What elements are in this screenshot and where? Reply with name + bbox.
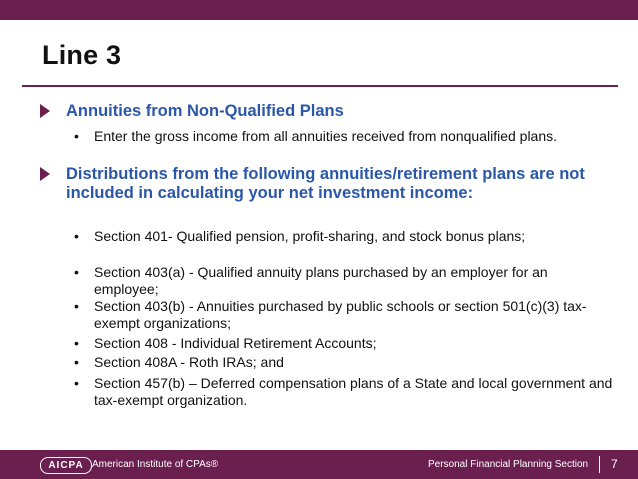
list-item bbox=[74, 228, 614, 245]
list-item bbox=[74, 375, 614, 408]
bullet-dot-icon: • bbox=[74, 264, 79, 280]
list-item bbox=[74, 128, 614, 145]
slide-title: Line 3 bbox=[42, 40, 122, 70]
list-item bbox=[74, 298, 614, 331]
list-item-text: Section 401- Qualified pension, profit-sharing, and stock bonus plans; bbox=[94, 228, 526, 244]
bullet-dot-icon: • bbox=[74, 375, 79, 391]
list-item-text: Section 403(b) - Annuities purchased by public schools or section 501(c)(3) tax-exempt organizations; bbox=[94, 298, 587, 331]
list-item-text: Enter the gross income from all annuities received from nonqualified plans. bbox=[94, 128, 558, 144]
footer-section-name: Personal Financial Planning Section bbox=[428, 459, 589, 470]
section-heading: Distributions from the following annuities/retirement plans are not included in calculating your net investment income: bbox=[66, 165, 585, 202]
bullet-dot-icon: • bbox=[74, 354, 79, 370]
aicpa-logo: AICPA bbox=[40, 457, 92, 474]
list-item-text: Section 408A - Roth IRAs; and bbox=[94, 354, 284, 370]
bullet-dot-icon: • bbox=[74, 228, 79, 244]
page-number: 7 bbox=[611, 457, 618, 471]
footer-divider bbox=[599, 456, 600, 473]
list-item bbox=[74, 264, 614, 297]
bullet-arrow-icon bbox=[40, 167, 50, 181]
list-item bbox=[74, 335, 614, 352]
footer-org-name: American Institute of CPAs® bbox=[92, 459, 219, 470]
list-item-text: Section 408 - Individual Retirement Accounts; bbox=[94, 335, 377, 351]
bullet-dot-icon: • bbox=[74, 128, 79, 144]
bullet-dot-icon: • bbox=[74, 335, 79, 351]
list-item bbox=[74, 354, 614, 371]
list-item-text: Section 403(a) - Qualified annuity plans purchased by an employer for an employee; bbox=[94, 264, 548, 297]
bullet-dot-icon: • bbox=[74, 298, 79, 314]
list-item-text: Section 457(b) – Deferred compensation plans of a State and local government and tax-exempt organization. bbox=[94, 375, 613, 408]
bullet-arrow-icon bbox=[40, 104, 50, 118]
section-heading: Annuities from Non-Qualified Plans bbox=[66, 102, 344, 120]
footer-bar bbox=[0, 450, 638, 479]
